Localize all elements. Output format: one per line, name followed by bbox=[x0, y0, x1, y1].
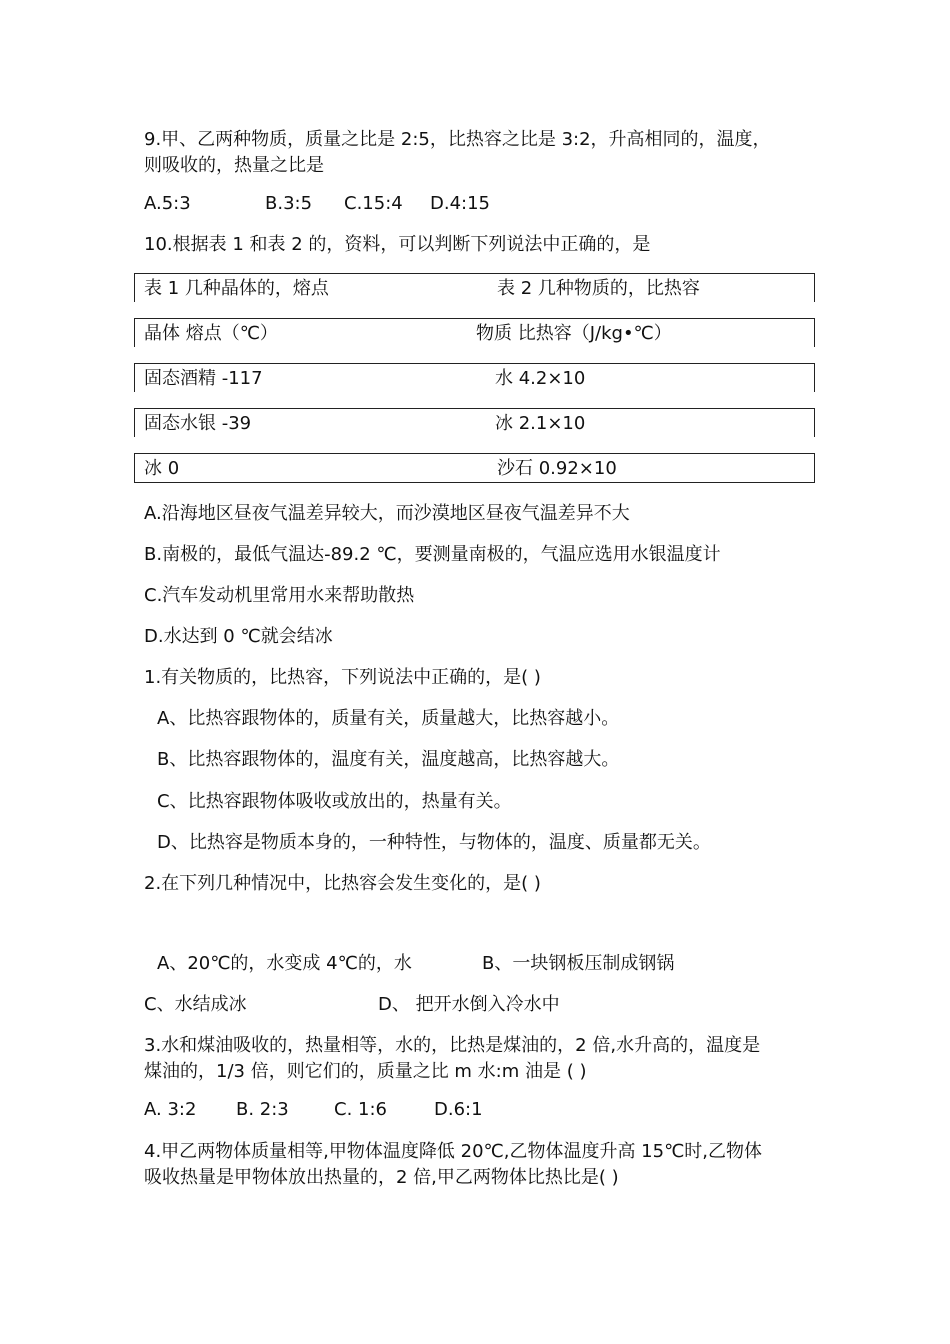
q3-option-b: B. 2:3 bbox=[236, 1099, 289, 1120]
table-cell: 固态水银 -39 bbox=[144, 413, 252, 434]
q1-option-b: B、比热容跟物体的，温度有关，温度越高，比热容越大。 bbox=[157, 749, 620, 770]
q1-stem: 1.有关物质的，比热容，下列说法中正确的，是( ) bbox=[144, 667, 541, 688]
table-cell: 冰 0 bbox=[144, 458, 180, 479]
table-cell: 水 4.2×10 bbox=[495, 368, 586, 389]
q9-stem-line1: 9.甲、乙两种物质，质量之比是 2:5，比热容之比是 3:2，升高相同的，温度， bbox=[144, 129, 771, 150]
table-row bbox=[134, 273, 815, 302]
table-cell: 物质 比热容（J/kg•℃） bbox=[476, 323, 672, 344]
q3-stem-line2: 煤油的，1/3 倍，则它们的，质量之比 m 水:m 油是 ( ) bbox=[144, 1061, 587, 1082]
table-cell: 表 1 几种晶体的，熔点 bbox=[144, 278, 329, 299]
q3-option-d: D.6:1 bbox=[434, 1099, 483, 1120]
table-cell: 晶体 熔点（℃） bbox=[144, 323, 278, 344]
q2-option-a: A、20℃的，水变成 4℃的，水 bbox=[157, 953, 412, 974]
q2-stem: 2.在下列几种情况中，比热容会发生变化的，是( ) bbox=[144, 873, 541, 894]
q1-option-d: D、比热容是物质本身的，一种特性，与物体的，温度、质量都无关。 bbox=[157, 832, 711, 853]
q4-stem-line1: 4.甲乙两物体质量相等,甲物体温度降低 20℃,乙物体温度升高 15℃时,乙物体 bbox=[144, 1141, 763, 1162]
q9-stem-line2: 则吸收的，热量之比是 bbox=[144, 155, 324, 176]
q9-option-d: D.4:15 bbox=[430, 193, 491, 214]
table-row bbox=[134, 363, 815, 392]
table-row bbox=[134, 318, 815, 347]
q10-stem: 10.根据表 1 和表 2 的，资料，可以判断下列说法中正确的，是 bbox=[144, 234, 651, 255]
q10-option-b: B.南极的，最低气温达-89.2 ℃，要测量南极的，气温应选用水银温度计 bbox=[144, 544, 721, 565]
q10-option-a: A.沿海地区昼夜气温差异较大，而沙漠地区昼夜气温差异不大 bbox=[144, 503, 630, 524]
table-row bbox=[134, 408, 815, 437]
q1-option-a: A、比热容跟物体的，质量有关，质量越大，比热容越小。 bbox=[157, 708, 620, 729]
q3-option-a: A. 3:2 bbox=[144, 1099, 197, 1120]
table-cell: 沙石 0.92×10 bbox=[497, 458, 617, 479]
q2-option-c: C、水结成冰 bbox=[144, 994, 247, 1015]
table-cell: 冰 2.1×10 bbox=[495, 413, 586, 434]
q10-option-d: D.水达到 0 ℃就会结冰 bbox=[144, 626, 333, 647]
q4-stem-line2: 吸收热量是甲物体放出热量的，2 倍,甲乙两物体比热比是( ) bbox=[144, 1167, 619, 1188]
q3-option-c: C. 1:6 bbox=[334, 1099, 387, 1120]
q3-stem-line1: 3.水和煤油吸收的，热量相等，水的，比热是煤油的，2 倍,水升高的，温度是 bbox=[144, 1035, 761, 1056]
table-cell: 固态酒精 -117 bbox=[144, 368, 263, 389]
q2-option-d: D、 把开水倒入冷水中 bbox=[378, 994, 560, 1015]
q9-option-b: B.3:5 bbox=[265, 193, 313, 214]
q2-option-b: B、一块钢板压制成钢锅 bbox=[482, 953, 675, 974]
q10-option-c: C.汽车发动机里常用水来帮助散热 bbox=[144, 585, 415, 606]
q9-option-c: C.15:4 bbox=[344, 193, 403, 214]
q9-option-a: A.5:3 bbox=[144, 193, 191, 214]
q1-option-c: C、比热容跟物体吸收或放出的，热量有关。 bbox=[157, 791, 512, 812]
table-cell: 表 2 几种物质的，比热容 bbox=[497, 278, 700, 299]
table-row bbox=[134, 453, 815, 483]
